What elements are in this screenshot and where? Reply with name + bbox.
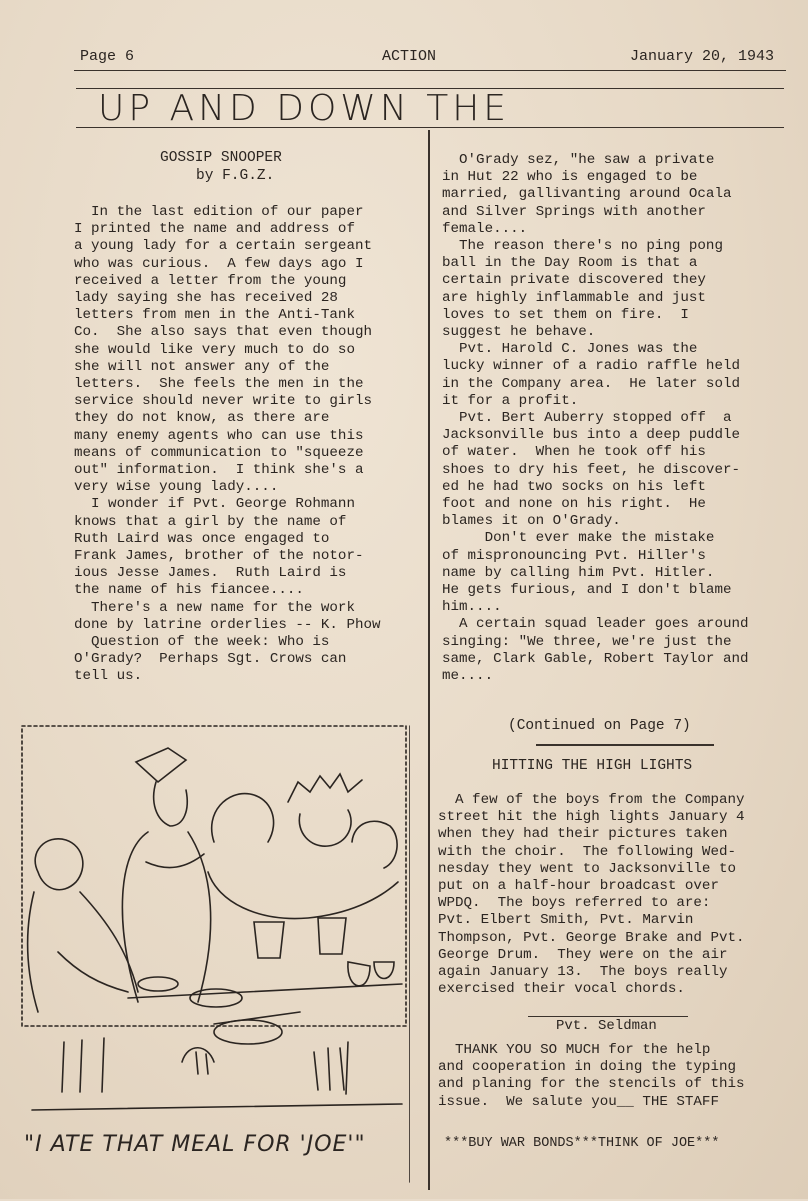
text-line: issue. We salute you__ THE STAFF (438, 1093, 719, 1110)
text-line: ball in the Day Room is that a (442, 255, 698, 272)
text-line: He gets furious, and I don't blame (442, 582, 732, 599)
text-line: blames it on O'Grady. (442, 513, 621, 530)
text-line: it for a profit. (442, 392, 579, 409)
text-line: name by calling him Pvt. Hitler. (442, 564, 715, 581)
cartoon-caption: "I ATE THAT MEAL FOR 'JOE'" (24, 1132, 366, 1157)
text-line: Thompson, Pvt. George Brake and Pvt. (438, 929, 745, 946)
text-line: suggest he behave. (442, 324, 596, 341)
footer-slogan: ***BUY WAR BONDS***THINK OF JOE*** (444, 1136, 720, 1151)
publication-name: ACTION (382, 48, 437, 65)
issue-date: January 20, 1943 (630, 48, 775, 65)
text-line: received a letter from the young (74, 272, 347, 289)
continued-note: (Continued on Page 7) (508, 718, 691, 734)
text-line: lucky winner of a radio raffle held (442, 358, 740, 375)
column-divider (428, 130, 430, 1190)
text-line: foot and none on his right. He (442, 496, 706, 513)
text-line: lady saying she has received 28 (74, 290, 338, 307)
highlights-article (438, 792, 745, 998)
text-line: THANK YOU SO MUCH for the help (438, 1042, 711, 1058)
text-line: In the last edition of our paper (74, 204, 364, 220)
text-line: ed he had two socks on his left (442, 478, 706, 495)
text-line: A certain squad leader goes around (442, 616, 749, 633)
text-line: Co. She also says that even though (74, 324, 372, 341)
text-line: Jacksonville bus into a deep puddle (442, 427, 740, 444)
text-line: singing: "We three, we're just the (442, 633, 732, 650)
text-line: him.... (442, 599, 502, 616)
header-rule (74, 70, 786, 71)
text-line: tell us. (74, 668, 143, 685)
text-line: WPDQ. The boys referred to are: (438, 895, 711, 912)
text-line: married, gallivanting around Ocala (442, 186, 732, 203)
text-line: Pvt. Elbert Smith, Pvt. Marvin (438, 912, 694, 929)
text-line: means of communication to "squeeze (74, 444, 364, 461)
cartoon (18, 722, 410, 1196)
text-line: exercised their vocal chords. (438, 981, 685, 998)
section-rule (536, 744, 714, 746)
text-line: There's a new name for the work (74, 599, 355, 616)
thanks-note (438, 1042, 745, 1111)
gossip-title: GOSSIP SNOOPER (160, 150, 282, 166)
text-line: Don't ever make the mistake (442, 530, 715, 547)
highlights-signature: Pvt. Seldman (556, 1018, 657, 1034)
text-line: very wise young lady.... (74, 479, 279, 496)
text-line: letters. She feels the men in the (74, 376, 364, 393)
text-line: put on a half-hour broadcast over (438, 878, 719, 895)
text-line: are highly inflammable and just (442, 289, 706, 306)
text-line: again January 13. The boys really (438, 964, 728, 981)
text-line: and cooperation in doing the typing (438, 1059, 736, 1076)
text-line: Frank James, brother of the notor- (74, 548, 364, 565)
text-line: who was curious. A few days ago I (74, 255, 364, 272)
text-line: out" information. I think she's a (74, 462, 364, 479)
text-line: and Silver Springs with another (442, 203, 706, 220)
text-line: a young lady for a certain sergeant (74, 238, 372, 255)
text-line: certain private discovered they (442, 272, 706, 289)
text-line: and planing for the stencils of this (438, 1076, 745, 1093)
text-line: O'Grady sez, "he saw a private (442, 152, 715, 168)
text-line: me.... (442, 668, 494, 685)
text-line: O'Grady? Perhaps Sgt. Crows can (74, 651, 347, 668)
text-line: service should never write to girls (74, 393, 372, 410)
text-line: same, Clark Gable, Robert Taylor and (442, 650, 749, 667)
text-line: The reason there's no ping pong (442, 238, 723, 255)
text-line: many enemy agents who can use this (74, 427, 364, 444)
signature-rule (528, 1016, 688, 1017)
text-line: I printed the name and address of (74, 221, 355, 238)
text-line: A few of the boys from the Company (438, 792, 745, 808)
right-column-article (442, 152, 749, 685)
text-line: of mispronouncing Pvt. Hiller's (442, 547, 706, 564)
highlights-title: HITTING THE HIGH LIGHTS (492, 758, 693, 774)
text-line: George Drum. They were on the air (438, 946, 728, 963)
text-line: street hit the high lights January 4 (438, 809, 745, 826)
banner-title: UP AND DOWN THE (98, 88, 511, 129)
text-line: of water. When he took off his (442, 444, 706, 461)
text-line: Pvt. Bert Auberry stopped off a (442, 410, 732, 427)
gossip-article (74, 204, 381, 686)
gossip-byline: by F.G.Z. (196, 168, 275, 184)
text-line: the name of his fiancee.... (74, 582, 304, 599)
text-line: I wonder if Pvt. George Rohmann (74, 496, 355, 513)
text-line: Question of the week: Who is (74, 634, 330, 651)
text-line: with the choir. The following Wed- (438, 843, 736, 860)
text-line: letters from men in the Anti-Tank (74, 307, 355, 324)
text-line: Ruth Laird was once engaged to (74, 530, 330, 547)
cartoon-drawing (18, 722, 410, 1196)
page-number: Page 6 (80, 48, 135, 65)
text-line: in Hut 22 who is engaged to be (442, 169, 698, 186)
text-line: when they had their pictures taken (438, 826, 728, 843)
text-line: in the Company area. He later sold (442, 375, 740, 392)
text-line: done by latrine orderlies -- K. Phow (74, 616, 381, 633)
text-line: shoes to dry his feet, he discover- (442, 461, 740, 478)
text-line: Pvt. Harold C. Jones was the (442, 341, 698, 358)
text-line: they do not know, as there are (74, 410, 330, 427)
text-line: nesday they went to Jacksonville to (438, 860, 736, 877)
text-line: female.... (442, 220, 528, 237)
text-line: she will not answer any of the (74, 358, 330, 375)
text-line: knows that a girl by the name of (74, 513, 347, 530)
text-line: loves to set them on fire. I (442, 306, 689, 323)
text-line: ious Jesse James. Ruth Laird is (74, 565, 347, 582)
text-line: she would like very much to do so (74, 341, 355, 358)
